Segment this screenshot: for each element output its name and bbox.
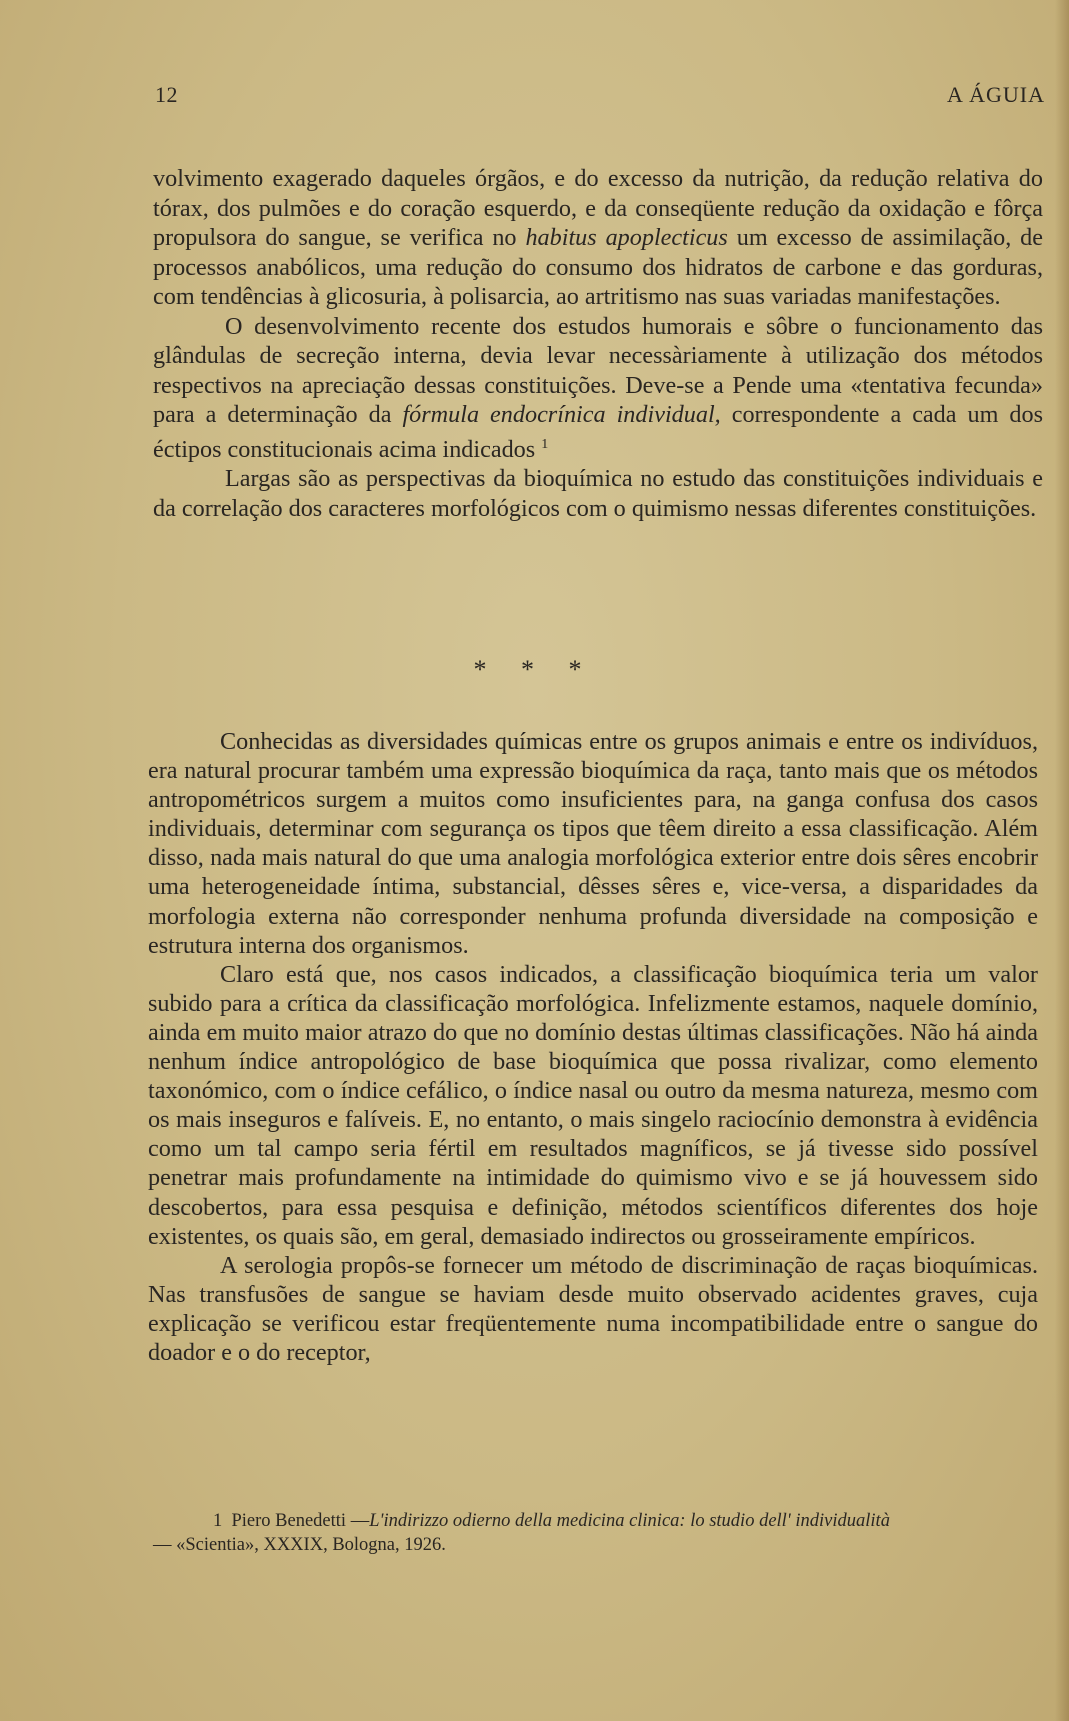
paragraph-text: O desenvolvimento recente dos estudos humorais e sôbre o funcionamento das glândulas de secreção interna, devia levar necessàriamente à utilização dos métodos respectivos na apreciação dessas constituições. Deve-se a Pende uma «tentativa fecunda» para a determinação da [153, 312, 1043, 428]
paragraph: Largas são as perspectivas da bioquímica no estudo das constituições individuais e da correlação dos caracteres morfológicos com o quimismo nessas diferentes constituições. [153, 465, 1043, 522]
section-one [153, 164, 1043, 523]
paragraph [153, 312, 1043, 465]
italic-term: habitus apoplecticus [525, 224, 728, 251]
footnote-source: — «Scientia», XXXIX, Bologna, 1926. [153, 1535, 446, 1555]
italic-term: fórmula endocrínica individual, [402, 401, 721, 428]
footnote [153, 1509, 1043, 1557]
footnote-line [153, 1509, 1043, 1533]
paragraph: Conhecidas as diversidades químicas entre os grupos animais e entre os indivíduos, era natural procurar também uma expressão bioquímica da raça, tanto mais que os métodos antropométricos surgem a muitos como insuficientes para, na ganga confusa dos casos individuais, determinar com segurança os tipos que têem direito a essa classificação. Além disso, nada mais natural do que uma analogia morfológica exterior entre dois sêres encobrir uma heterogeneidade íntima, substancial, dêsses sêres e, vice-versa, a disparidades da morfologia externa não corresponder nenhuma profunda diversidade na composição e estrutura interna dos organismos. [148, 728, 1038, 959]
footnote-title: L'indirizzo odierno della medicina clinica: lo studio dell' individualità [369, 1511, 890, 1531]
page-edge-shadow [1055, 0, 1069, 1721]
section-two [148, 727, 1038, 1367]
page-number: 12 [155, 82, 178, 107]
paragraph: A serologia propôs-se fornecer um método de discriminação de raças bioquímicas. Nas transfusões de sangue se haviam desde muito observado acidentes graves, cuja explicação se verificou estar freqüentemente numa incompatibilidade entre o sangue do doador e o do receptor, [148, 1251, 1038, 1366]
paragraph: Claro está que, nos casos indicados, a classificação bioquímica teria um valor subido para a crítica da classificação morfológica. Infelizmente estamos, naquele domínio, ainda em muito maior atrazo do que no domínio destas últimas classificações. Não há ainda nenhum índice antropológico de base bioquímica que possa rivalizar, como elemento taxonómico, com o índice cefálico, o índice nasal ou outro da mesma natureza, mesmo com os mais inseguros e falíveis. E, no entanto, o mais singelo raciocínio demonstra à evidência como um tal campo seria fértil em resultados magníficos, se já tivesse sido possível penetrar mais profundamente na intimidade do quimismo vivo e se já houvessem sido descobertos, para essa pesquisa e definição, métodos scientíficos diferentes dos hoje existentes, os quais são, em geral, demasiado indirectos ou grosseiramente empíricos. [148, 960, 1038, 1250]
journal-title: A ÁGUIA [946, 82, 1045, 107]
footnote-reference: 1 [541, 436, 549, 452]
paragraph-text: um excesso de assimilação, de processos anabólicos, uma redução do consumo dos hidratos de carbone e das gorduras, com tendências à glicosuria, à polisarcia, ao artritismo nas suas variadas manifestações. [153, 224, 1043, 310]
section-separator: * * * [473, 655, 596, 684]
footnote-author: Piero Benedetti — [231, 1511, 370, 1531]
paragraph-text: volvimento exagerado daqueles órgãos, e do excesso da nutrição, da redução relativa do tórax, dos pulmões e do coração esquerdo, e da conseqüente redução da oxidação e fôrça propulsora do sangue, se verifica no [153, 165, 1043, 251]
footnote-number: 1 [213, 1511, 223, 1531]
paragraph-text: correspondente a cada um dos éctipos constitucionais acima indicados [153, 401, 1044, 463]
paragraph-continuation [153, 164, 1043, 312]
